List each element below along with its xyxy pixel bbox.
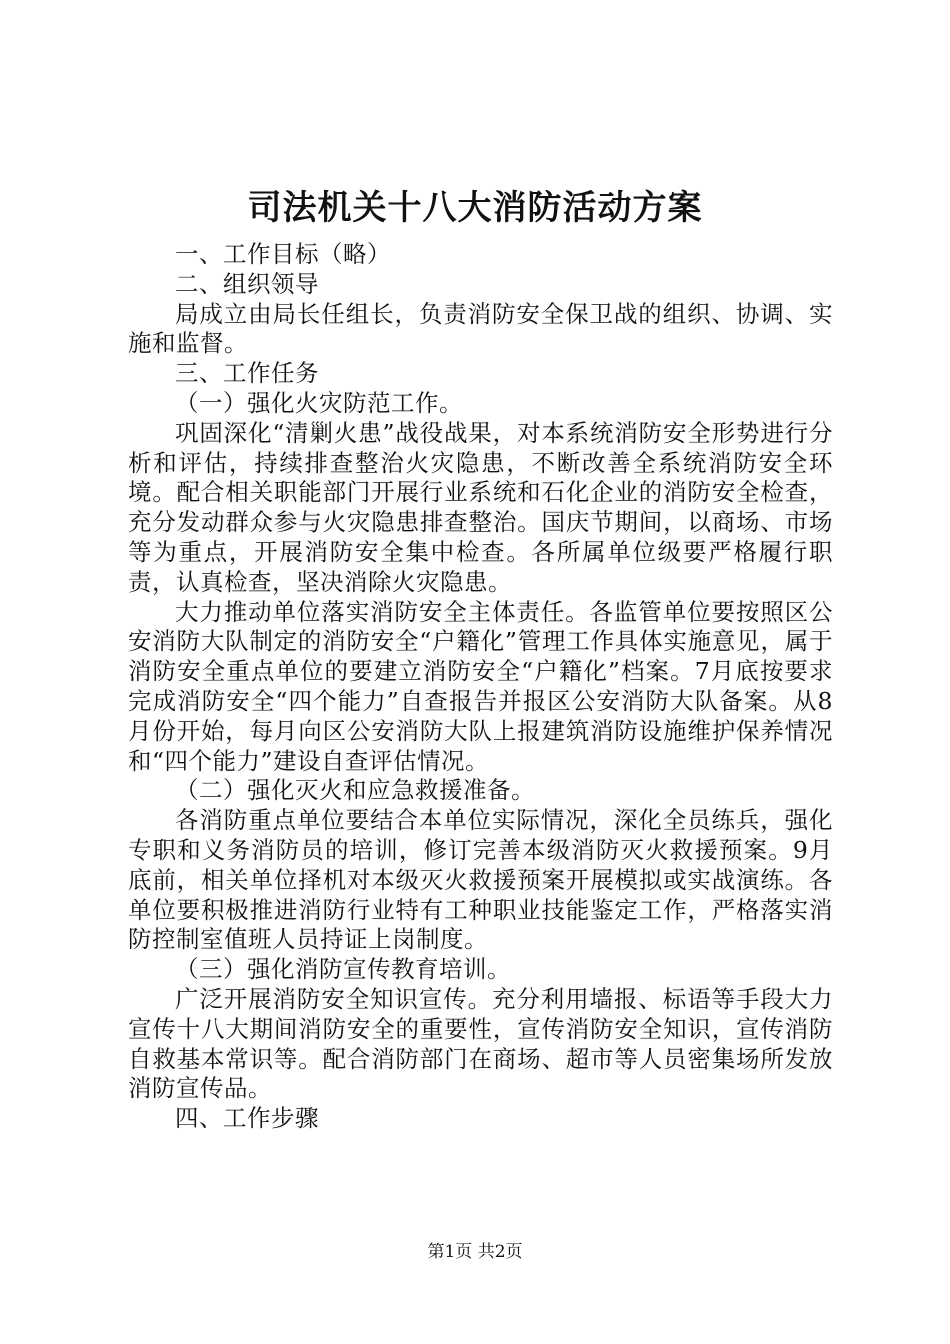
section-heading-goals: 一、工作目标（略）: [175, 240, 391, 268]
subsection-heading-education: （三）强化消防宣传教育培训。: [175, 955, 511, 984]
section-heading-organization: 二、组织领导: [175, 269, 319, 298]
paragraph-rescue: 各消防重点单位要结合本单位实际情况，深化全员练兵，强化专职和义务消防员的培训，修订完善本级消防灭火救援预案。9月底前，相关单位择机对本级灭火救援预案开展模拟或实战演练。各单位要积极推进消防行业特有工种职业技能鉴定工作，严格落实消防控制室值班人员持证上岗制度。: [128, 806, 833, 954]
document-body: [128, 240, 833, 1134]
section-heading-steps: 四、工作步骤: [175, 1104, 319, 1133]
page-footer: 第1页 共2页: [427, 1242, 523, 1262]
paragraph-organization: 局成立由局长任组长，负责消防安全保卫战的组织、协调、实施和监督。: [128, 299, 833, 358]
section-heading-tasks: 三、工作任务: [175, 359, 319, 388]
paragraph-fire-prevention: 巩固深化“清剿火患”战役战果，对本系统消防安全形势进行分析和评估，持续排查整治火灾隐患，不断改善全系统消防安全环境。配合相关职能部门开展行业系统和石化企业的消防安全检查，充分发动群众参与火灾隐患排查整治。国庆节期间，以商场、市场等为重点，开展消防安全集中检查。各所属单位级要严格履行职责，认真检查，坚决消除火灾隐患。: [128, 418, 833, 596]
document-title: 司法机关十八大消防活动方案: [247, 188, 703, 228]
subsection-heading-rescue: （二）强化灭火和应急救援准备。: [175, 776, 535, 805]
subsection-heading-fire-prevention: （一）强化火灾防范工作。: [175, 388, 463, 417]
paragraph-education: 广泛开展消防安全知识宣传。充分利用墙报、标语等手段大力宣传十八大期间消防安全的重要性，宣传消防安全知识，宣传消防自救基本常识等。配合消防部门在商场、超市等人员密集场所发放消防宣传品。: [128, 984, 833, 1103]
paragraph-responsibility: 大力推动单位落实消防安全主体责任。各监管单位要按照区公安消防大队制定的消防安全“户籍化”管理工作具体实施意见，属于消防安全重点单位的要建立消防安全“户籍化”档案。7月底按要求完成消防安全“四个能力”自查报告并报区公安消防大队备案。从8月份开始，每月向区公安消防大队上报建筑消防设施维护保养情况和“四个能力”建设自查评估情况。: [128, 597, 833, 775]
